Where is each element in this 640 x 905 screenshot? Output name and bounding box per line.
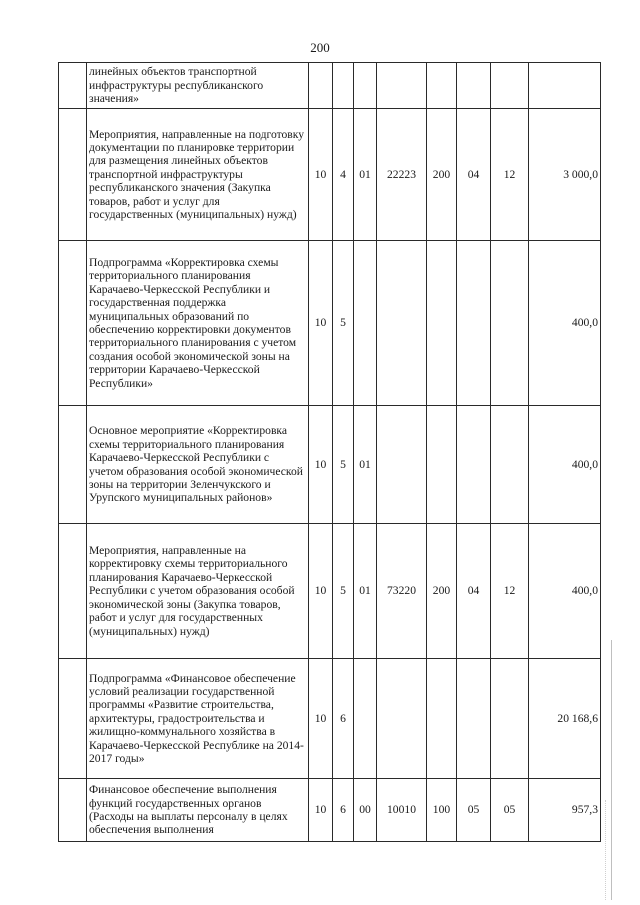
main-activity-code-cell: 00 — [354, 779, 377, 842]
subprogram-code-cell: 5 — [333, 241, 354, 406]
program-code-cell: 10 — [309, 241, 333, 406]
item-name-cell: Подпрограмма «Финансовое обеспечение условий реализации государственной программы «Развитие строительства, архитектуры, градостроительства и жилищно-коммунального хозяйства в Карачаево-Черкесской Республике на 2014-2017 годы» — [87, 659, 309, 779]
amount-cell: 400,0 — [529, 524, 601, 659]
main-activity-code-cell — [354, 659, 377, 779]
subprogram-code-cell: 6 — [333, 779, 354, 842]
budget-table — [58, 62, 601, 842]
program-code-cell: 10 — [309, 659, 333, 779]
subprogram-code-cell: 5 — [333, 406, 354, 524]
section-cell — [457, 406, 491, 524]
item-name-cell: Подпрограмма «Корректировка схемы территориального планирования Карачаево-Черкесской Республики и государственная поддержка муниципальных образований по обеспечению корректировки документов территориального планирования с учетом создания особой экономической зоны на территории Карачаево-Черкесской Республики» — [87, 241, 309, 406]
amount-cell: 957,3 — [529, 779, 601, 842]
section-cell: 04 — [457, 524, 491, 659]
row-number-cell — [59, 241, 87, 406]
direction-code-cell — [377, 241, 427, 406]
subprogram-code-cell — [333, 63, 354, 109]
subprogram-code-cell: 4 — [333, 109, 354, 241]
subprogram-code-cell: 5 — [333, 524, 354, 659]
main-activity-code-cell: 01 — [354, 109, 377, 241]
row-number-cell — [59, 63, 87, 109]
row-number-cell — [59, 109, 87, 241]
subsection-cell: 05 — [491, 779, 529, 842]
subprogram-code-cell: 6 — [333, 659, 354, 779]
direction-code-cell: 73220 — [377, 524, 427, 659]
row-number-cell — [59, 524, 87, 659]
subsection-cell — [491, 659, 529, 779]
direction-code-cell — [377, 659, 427, 779]
subsection-cell — [491, 241, 529, 406]
item-name-cell: Основное мероприятие «Корректировка схемы территориального планирования Карачаево-Черкесской Республики с учетом образования особой экономической зоны на территории Зеленчукского и Урупского муниципальных районов» — [87, 406, 309, 524]
program-code-cell: 10 — [309, 524, 333, 659]
row-number-cell — [59, 406, 87, 524]
expense-type-cell: 200 — [427, 109, 457, 241]
main-activity-code-cell: 01 — [354, 406, 377, 524]
program-code-cell: 10 — [309, 406, 333, 524]
subsection-cell: 12 — [491, 524, 529, 659]
section-cell: 04 — [457, 109, 491, 241]
main-activity-code-cell — [354, 241, 377, 406]
expense-type-cell — [427, 659, 457, 779]
section-cell: 05 — [457, 779, 491, 842]
direction-code-cell: 22223 — [377, 109, 427, 241]
subsection-cell — [491, 63, 529, 109]
amount-cell: 20 168,6 — [529, 659, 601, 779]
section-cell — [457, 659, 491, 779]
table-row — [59, 241, 601, 406]
expense-type-cell — [427, 63, 457, 109]
page-number: 200 — [310, 40, 330, 55]
expense-type-cell: 200 — [427, 524, 457, 659]
amount-cell: 400,0 — [529, 241, 601, 406]
amount-cell: 3 000,0 — [529, 109, 601, 241]
expense-type-cell — [427, 241, 457, 406]
item-name-cell: линейных объектов транспортной инфраструктуры республиканского значения» — [87, 63, 309, 109]
table-row — [59, 63, 601, 109]
row-number-cell — [59, 779, 87, 842]
subsection-cell: 12 — [491, 109, 529, 241]
scan-artifact-line — [605, 800, 606, 900]
direction-code-cell — [377, 406, 427, 524]
expense-type-cell: 100 — [427, 779, 457, 842]
expense-type-cell — [427, 406, 457, 524]
scan-artifact-line — [611, 640, 612, 900]
table-row — [59, 109, 601, 241]
item-name-cell: Мероприятия, направленные на подготовку документации по планировке территории для размещения линейных объектов транспортной инфраструктуры республиканского значения (Закупка товаров, работ и услуг для государственных (муниципальных) нужд) — [87, 109, 309, 241]
item-name-cell: Мероприятия, направленные на корректировку схемы территориального планирования Карачаево-Черкесской Республики с учетом образования особой экономической зоны (Закупка товаров, работ и услуг для государственных (муниципальных) нужд) — [87, 524, 309, 659]
program-code-cell — [309, 63, 333, 109]
program-code-cell: 10 — [309, 779, 333, 842]
table-row — [59, 406, 601, 524]
table-row — [59, 524, 601, 659]
main-activity-code-cell — [354, 63, 377, 109]
table-row — [59, 659, 601, 779]
subsection-cell — [491, 406, 529, 524]
direction-code-cell — [377, 63, 427, 109]
section-cell — [457, 241, 491, 406]
item-name-cell: Финансовое обеспечение выполнения функций государственных органов (Расходы на выплаты персоналу в целях обеспечения выполнения — [87, 779, 309, 842]
program-code-cell: 10 — [309, 109, 333, 241]
amount-cell: 400,0 — [529, 406, 601, 524]
row-number-cell — [59, 659, 87, 779]
amount-cell — [529, 63, 601, 109]
section-cell — [457, 63, 491, 109]
table-row — [59, 779, 601, 842]
direction-code-cell: 10010 — [377, 779, 427, 842]
main-activity-code-cell: 01 — [354, 524, 377, 659]
